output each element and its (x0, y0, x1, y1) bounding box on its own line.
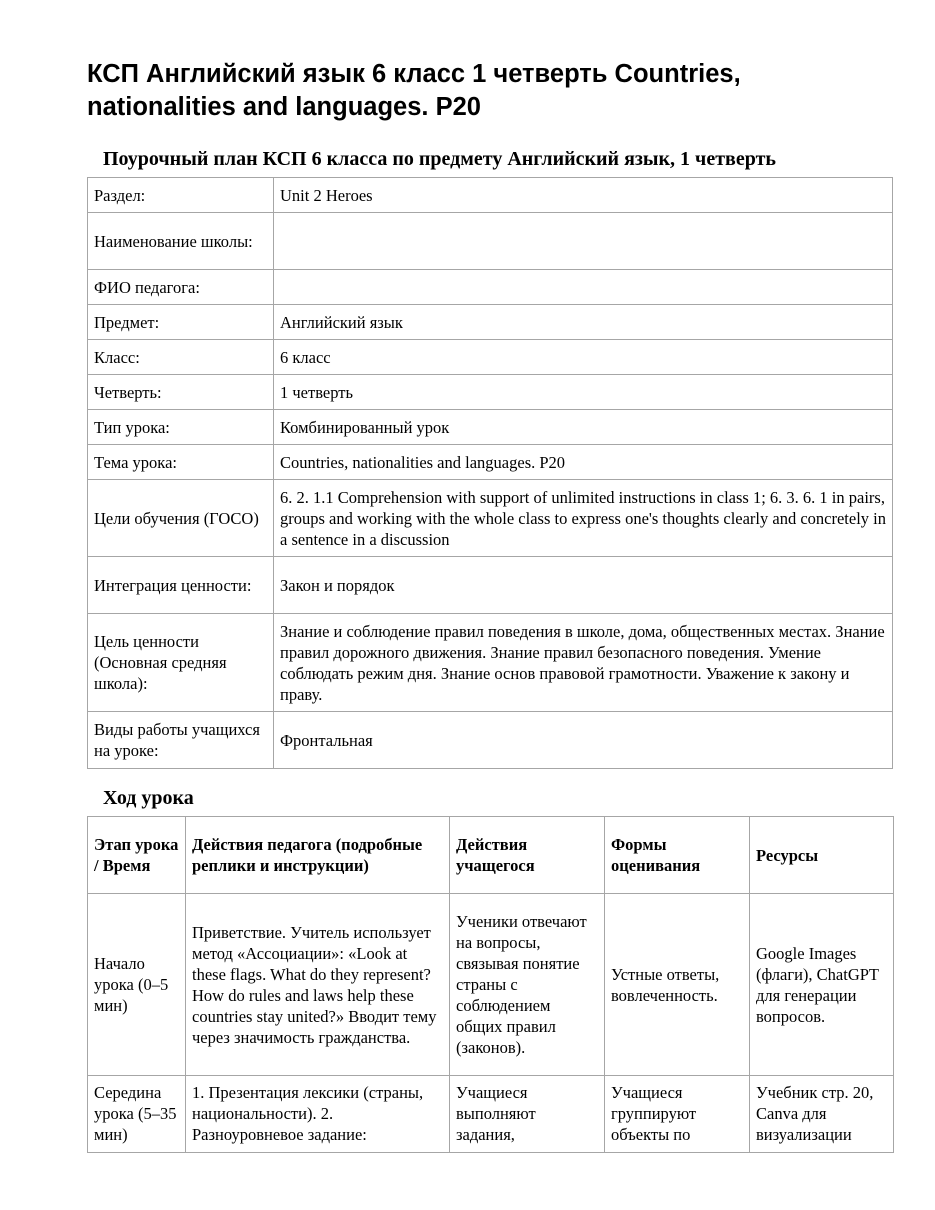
teacher-actions-cell: Приветствие. Учитель использует метод «Ассоциации»: «Look at these flags. What do they represent? How do rules and laws help these countries stay united?» Вводит тему через значимость гражданства. (186, 894, 450, 1076)
info-label: Интеграция ценности: (88, 557, 274, 614)
info-label: Тип урока: (88, 410, 274, 445)
plan-heading: Поурочный план КСП 6 класса по предмету Английский язык, 1 четверть (103, 148, 776, 170)
info-value: 6 класс (274, 340, 893, 375)
info-label: Виды работы учащихся на уроке: (88, 712, 274, 769)
info-label: Класс: (88, 340, 274, 375)
info-value: Countries, nationalities and languages. P20 (274, 445, 893, 480)
info-value: Unit 2 Heroes (274, 178, 893, 213)
stage-cell: Середина урока (5–35 мин) (88, 1076, 186, 1153)
info-row-section (88, 178, 893, 213)
header-assessment: Формы оценивания (605, 817, 750, 894)
student-actions-cell: Учащиеся выполняют задания, (450, 1076, 605, 1153)
info-label: ФИО педагога: (88, 270, 274, 305)
header-resources: Ресурсы (750, 817, 894, 894)
info-label: Наименование школы: (88, 213, 274, 270)
info-row-value-integration (88, 557, 893, 614)
lesson-row (88, 1076, 894, 1153)
lesson-header-row (88, 817, 894, 894)
info-value: Знание и соблюдение правил поведения в школе, дома, общественных местах. Знание правил дорожного движения. Знание правил безопасного поведения. Умение соблюдать режим дня. Знание основ правовой грамотности. Уважение к закону и праву. (274, 614, 893, 712)
stage-cell: Начало урока (0–5 мин) (88, 894, 186, 1076)
lesson-row (88, 894, 894, 1076)
header-teacher-actions: Действия педагога (подробные реплики и инструкции) (186, 817, 450, 894)
student-actions-cell: Ученики отвечают на вопросы, связывая понятие страны с соблюдением общих правил (законов). (450, 894, 605, 1076)
resources-cell: Google Images (флаги), ChatGPT для генерации вопросов. (750, 894, 894, 1076)
lesson-info-table (87, 177, 893, 769)
info-row-value-goal (88, 614, 893, 712)
header-student-actions: Действия учащегося (450, 817, 605, 894)
resources-cell: Учебник стр. 20, Canva для визуализации (750, 1076, 894, 1153)
info-value: 1 четверть (274, 375, 893, 410)
info-row-lesson-type (88, 410, 893, 445)
info-row-work-types (88, 712, 893, 769)
info-label: Предмет: (88, 305, 274, 340)
info-value: Английский язык (274, 305, 893, 340)
lesson-heading: Ход урока (103, 787, 194, 809)
info-value (274, 213, 893, 270)
info-value: Комбинированный урок (274, 410, 893, 445)
info-label: Тема урока: (88, 445, 274, 480)
info-label: Цели обучения (ГОСО) (88, 480, 274, 557)
document-page (87, 58, 893, 1153)
info-value: Фронтальная (274, 712, 893, 769)
info-value: Закон и порядок (274, 557, 893, 614)
lesson-flow-table (87, 816, 894, 1153)
header-stage: Этап урока / Время (88, 817, 186, 894)
info-row-school (88, 213, 893, 270)
info-value (274, 270, 893, 305)
info-row-grade (88, 340, 893, 375)
info-row-learning-goals (88, 480, 893, 557)
info-row-quarter (88, 375, 893, 410)
assessment-cell: Устные ответы, вовлеченность. (605, 894, 750, 1076)
info-value: 6. 2. 1.1 Comprehension with support of unlimited instructions in class 1; 6. 3. 6. 1 in pairs, groups and working with the whole class to express one's thoughts clearly and concretely in a sentence in a discussion (274, 480, 893, 557)
info-label: Четверть: (88, 375, 274, 410)
info-label: Цель ценности (Основная средняя школа): (88, 614, 274, 712)
info-label: Раздел: (88, 178, 274, 213)
info-row-subject (88, 305, 893, 340)
document-title: КСП Английский язык 6 класс 1 четверть Countries, nationalities and languages. P20 (87, 60, 741, 121)
info-row-topic (88, 445, 893, 480)
assessment-cell: Учащиеся группируют объекты по (605, 1076, 750, 1153)
info-row-teacher (88, 270, 893, 305)
teacher-actions-cell: 1. Презентация лексики (страны, национальности). 2. Разноуровневое задание: (186, 1076, 450, 1153)
